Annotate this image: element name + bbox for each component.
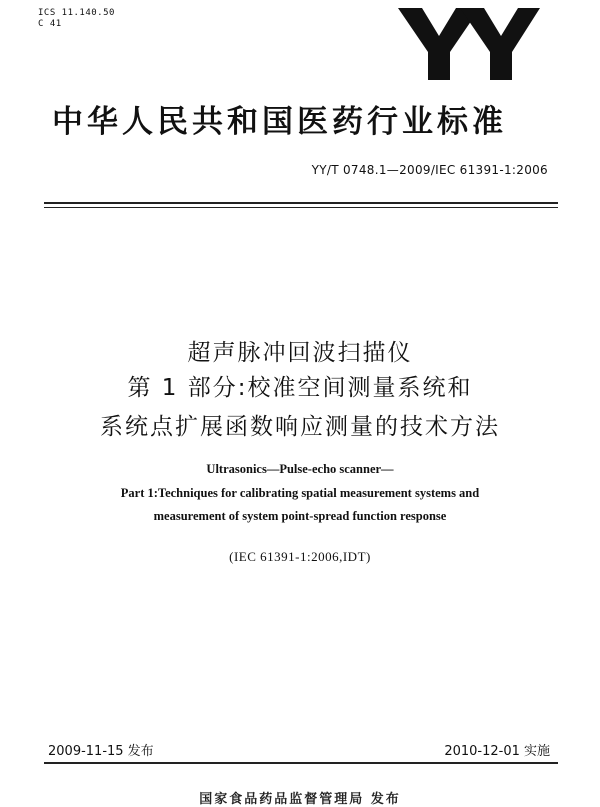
title-cn-line1: 超声脉冲回波扫描仪 <box>187 340 413 366</box>
implementation-date: 2010-12-01 实施 <box>444 744 550 759</box>
footer-rule <box>44 762 558 764</box>
issue-date: 2009-11-15 发布 <box>48 744 154 759</box>
standard-number: YY/T 0748.1—2009/IEC 61391-1:2006 <box>311 163 548 177</box>
title-en-line3: measurement of system point-spread function response <box>153 509 447 523</box>
classification-codes <box>38 8 115 30</box>
yy-logo <box>392 2 542 84</box>
ccs-code: C 41 <box>38 19 62 29</box>
title-en-line2: Part 1:Techniques for calibrating spatial measurement systems and <box>120 486 480 500</box>
agency-name: 中华人民共和国医药行业标准 <box>52 104 507 140</box>
header-rule-top <box>44 202 558 204</box>
title-en-line1: Ultrasonics—Pulse-echo scanner— <box>206 462 394 476</box>
equivalence-note: (IEC 61391-1:2006,IDT) <box>229 549 371 564</box>
issuer: 国家食品药品监督管理局 发布 <box>199 792 401 807</box>
ics-code: ICS 11.140.50 <box>38 8 115 18</box>
title-cn-line2: 第 1 部分:校准空间测量系统和 <box>127 375 473 401</box>
header-rule-bottom <box>44 207 558 208</box>
title-cn-line3: 系统点扩展函数响应测量的技术方法 <box>100 414 500 440</box>
